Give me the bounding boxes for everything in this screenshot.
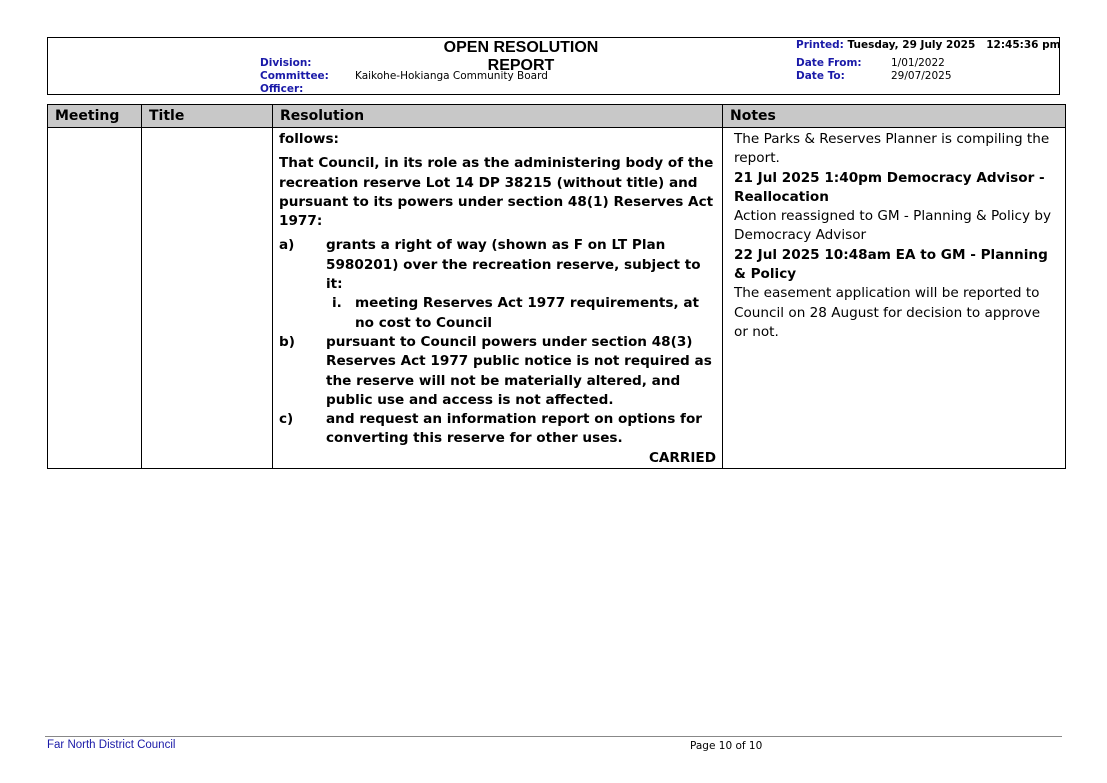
item-marker: b) bbox=[279, 333, 295, 350]
date-from-label: Date From: bbox=[796, 57, 862, 69]
resolution-cell bbox=[273, 128, 723, 469]
report-title: OPEN RESOLUTION REPORT bbox=[443, 39, 599, 74]
col-header-title: Title bbox=[142, 105, 273, 128]
division-label: Division: bbox=[260, 57, 312, 69]
notes-cell bbox=[723, 128, 1066, 469]
col-header-notes: Notes bbox=[723, 105, 1066, 128]
resolution-intro: follows: bbox=[279, 131, 339, 147]
date-to-value: 29/07/2025 bbox=[891, 70, 952, 82]
subitem-marker: i. bbox=[332, 295, 342, 312]
committee-value: Kaikohe-Hokianga Community Board bbox=[355, 70, 548, 82]
resolution-preamble: That Council, in its role as the administering body of the recreation reserve Lot 14 DP 38215 (without title) and pursuant to its powers under section 48(1) Reserves Act 1977: bbox=[279, 155, 714, 230]
page-number: Page 10 of 10 bbox=[690, 740, 763, 752]
table-row bbox=[48, 128, 1066, 469]
carried-status: CARRIED bbox=[648, 449, 716, 466]
resolution-subitem-i bbox=[332, 294, 716, 333]
note-entry-heading: 22 Jul 2025 10:48am EA to GM - Planning & Policy bbox=[734, 246, 1048, 283]
resolution-item-c bbox=[279, 410, 716, 449]
item-marker: a) bbox=[279, 237, 295, 254]
item-marker: c) bbox=[279, 411, 294, 428]
col-header-meeting: Meeting bbox=[48, 105, 142, 128]
note-entry-heading: 21 Jul 2025 1:40pm Democracy Advisor - Reallocation bbox=[734, 169, 1045, 205]
note-entry: The Parks & Reserves Planner is compiling the report. bbox=[734, 131, 1050, 167]
footer-divider bbox=[45, 736, 1062, 737]
printed-info bbox=[796, 39, 1061, 51]
printed-value: Tuesday, 29 July 2025 12:45:36 pm bbox=[847, 39, 1061, 51]
resolution-item-a bbox=[279, 236, 716, 294]
item-text: and request an information report on options for converting this reserve for other uses. bbox=[326, 411, 703, 447]
note-entry: The easement application will be reported to Council on 28 August for decision to approve or not. bbox=[734, 285, 1041, 340]
report-header bbox=[47, 37, 1060, 95]
printed-label: Printed: bbox=[796, 39, 844, 51]
meeting-cell bbox=[48, 128, 142, 469]
note-entry: Action reassigned to GM - Planning & Policy by Democracy Advisor bbox=[734, 208, 1052, 244]
item-text: pursuant to Council powers under section 48(3) Reserves Act 1977 public notice is not required as the reserve will not be materially altered, and public use and access is not affected. bbox=[326, 333, 712, 408]
committee-label: Committee: bbox=[260, 70, 329, 82]
title-cell bbox=[142, 128, 273, 469]
officer-label: Officer: bbox=[260, 83, 304, 95]
resolution-item-b bbox=[279, 333, 716, 410]
date-to-label: Date To: bbox=[796, 70, 845, 82]
subitem-text: meeting Reserves Act 1977 requirements, at no cost to Council bbox=[355, 295, 700, 331]
col-header-resolution: Resolution bbox=[273, 105, 723, 128]
resolution-table bbox=[47, 104, 1066, 469]
item-text: grants a right of way (shown as F on LT Plan 5980201) over the recreation reserve, subject to it: bbox=[326, 237, 701, 293]
footer-organisation: Far North District Council bbox=[47, 739, 176, 751]
table-header-row bbox=[48, 105, 1066, 128]
date-from-value: 1/01/2022 bbox=[891, 57, 945, 69]
